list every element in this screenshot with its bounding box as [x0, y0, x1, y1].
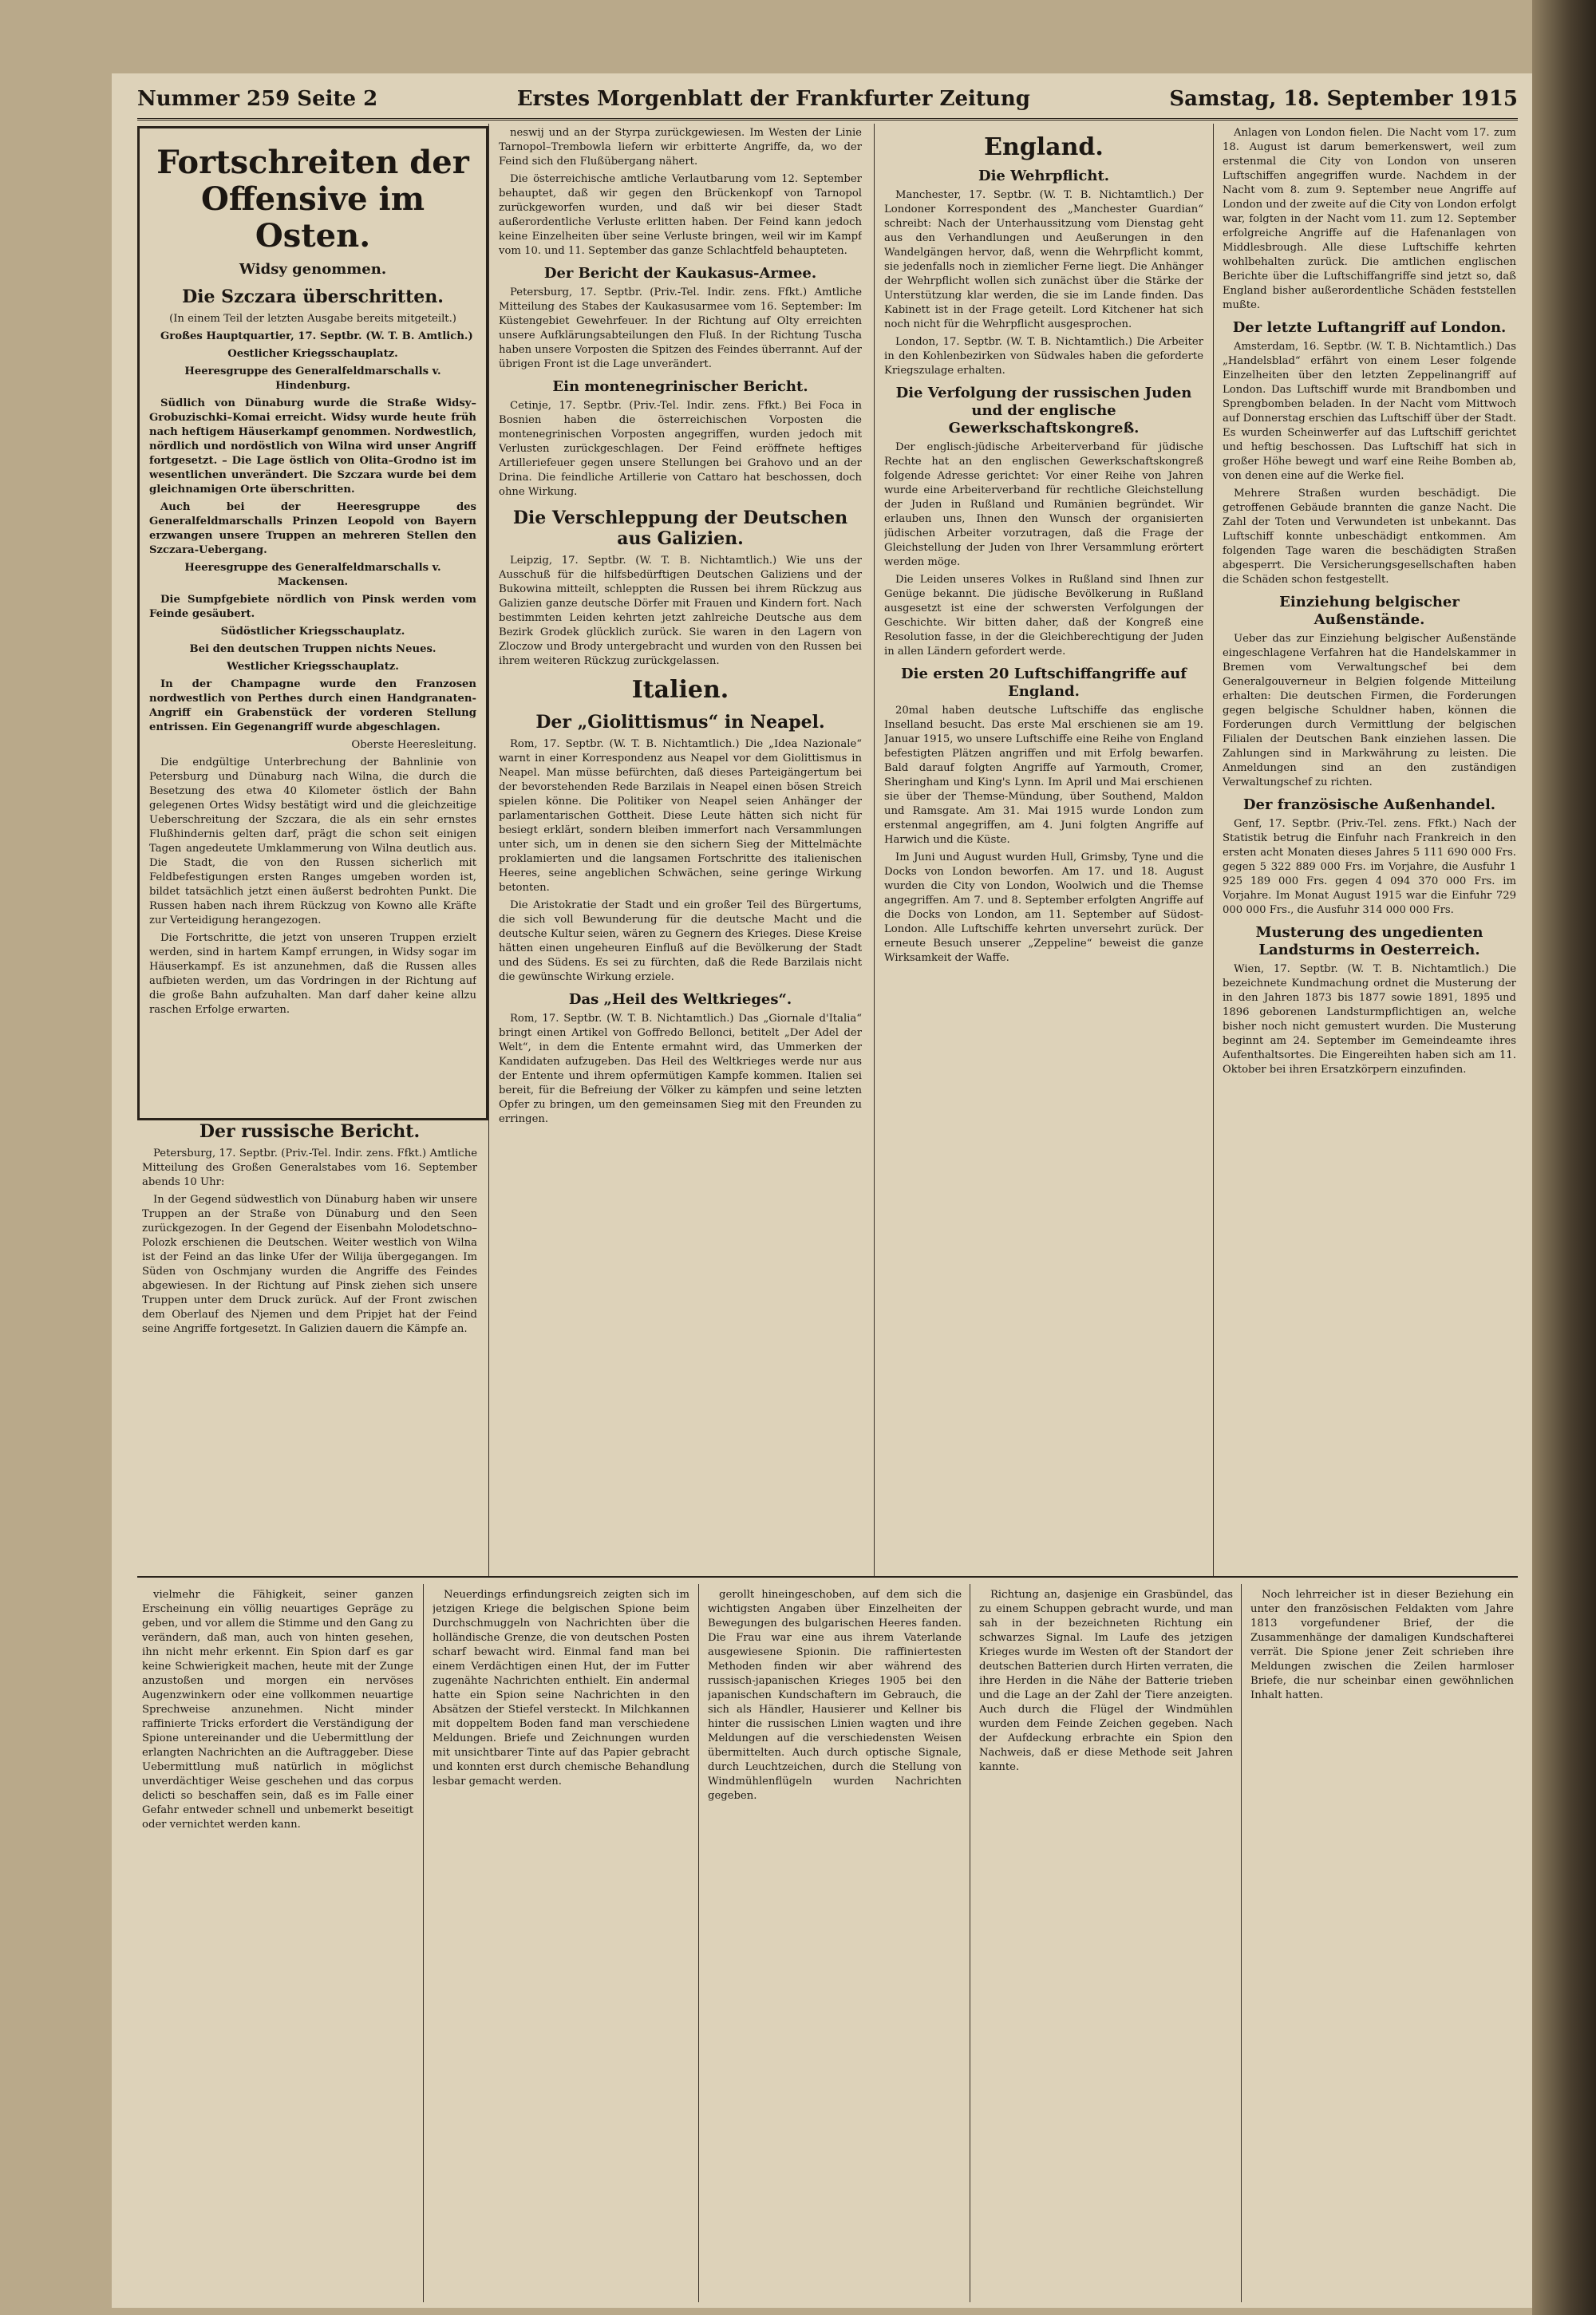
- paragraph: In der Gegend südwestlich von Dünaburg haben wir unsere Truppen an der Straße von Dünaburg und den Seen zurückgezogen. In der Gegend der Eisenbahn Molodetschno–Polozk erschienen die Deutschen. Weiter westlich von Wilna ist der Feind an das linke Ufer der Wilija übergegangen. Im Süden von Oschmjany wurden die Angriffe des Feindes abgewiesen. In der Richtung auf Pinsk ziehen sich unsere Truppen unter dem Druck zurück. Auf der Front zwischen dem Oberlauf des Njemen und dem Pripjet hat der Feind seine Angriffe fortgesetzt. In Galizien dauern die Kämpfe an.: [142, 1194, 477, 1335]
- paragraph: gerollt hineingeschoben, auf dem sich die wichtigsten Angaben über Einzelheiten der Bewegungen des bulgarischen Heeres fanden. Die Frau war eine aus ihrem Vaterlande ausgewiesene Spionin. Die raffiniertesten Methoden finden wir aber während des russisch-japanischen Krieges 1905 bei den japanischen Kundschaftern im Gebrauch, die sich als Händler, Hausierer und Kellner bis hinter die russischen Linien wagten und ihre Meldungen auf die verschiedensten Weisen übermittelten. Auch durch optische Signale, durch Leuchtzeichen, durch die Stellung von Windmühlenflügeln wurden Nachrichten gegeben.: [708, 1589, 962, 1802]
- paragraph: Rom, 17. Septbr. (W. T. B. Nichtamtlich.) Das „Giornale d'Italia“ bringt einen Artikel von Goffredo Bellonci, betitelt „Der Adel der Welt“, in dem die Entente ermahnt wird, das Ummerken der Kandidaten aufzugeben. Das Heil des Weltkrieges werde nur aus der Entente und ihrem opfermütigen Kampfe kommen. Italien sei bereit, für die Befreiung der Völker zu kämpfen und seine letzten Opfer zu bringen, um den gemeinsamen Sieg mit den Freunden zu erringen.: [499, 1013, 862, 1125]
- paragraph: Genf, 17. Septbr. (Priv.-Tel. zens. Ffkt.) Nach der Statistik betrug die Einfuhr nach Frankreich in den ersten acht Monaten dieses Jahres 5 111 690 000 Frs. gegen 5 322 889 000 Frs. im Vorjahre, die Ausfuhr 1 925 189 000 Frs. gegen 4 094 370 000 Frs. im Vorjahre. Im Monat August 1915 war die Einfuhr 729 000 000 Frs., die Ausfuhr 314 000 000 Frs.: [1223, 818, 1516, 916]
- lead-article-box: [137, 126, 488, 1120]
- paragraph: London, 17. Septbr. (W. T. B. Nichtamtlich.) Die Arbeiter in den Kohlenbezirken von Südwales haben die geforderte Kriegszulage erhalten.: [884, 336, 1203, 377]
- column-4: [1223, 126, 1516, 1572]
- paragraph: Großes Hauptquartier, 17. Septbr. (W. T. B. Amtlich.): [160, 330, 473, 342]
- feuilleton-column-1: [142, 1588, 413, 2298]
- lead-subtitle-2: Die Szczara überschritten.: [182, 286, 444, 307]
- paragraph: Ueber das zur Einziehung belgischer Außenstände eingeschlagene Verfahren hat die Handelskammer in Bremen vom Verwaltungschef bei dem Generalgouverneur in Belgien folgende Mitteilung erhalten: Die deutschen Firmen, die Forderungen gegen belgische Schuldner haben, können die Forderungen durch Vermittlung der belgischen Filialen der Deutschen Bank einziehen lassen. Die Zahlungen sind in Markwährung zu leisten. Die Anmeldungen sind an den zuständigen Verwaltungschef zu richten.: [1223, 633, 1516, 788]
- feuilleton-column-3: [708, 1588, 962, 2298]
- paragraph: Amsterdam, 16. Septbr. (W. T. B. Nichtamtlich.) Das „Handelsblad“ erfährt von einem Leser folgende Einzelheiten über den letzten Zeppelinangriff auf London. Das Luftschiff wurde mit Brandbomben und Sprengbomben beladen. In der Nacht vom Mittwoch auf Donnerstag erschien das Luftschiff über der Stadt. Es wurden Scheinwerfer auf das Luftschiff gerichtet und heftig beschossen. Das Luftschiff hat sich in großer Höhe bewegt und warf eine Reihe Bomben ab, von denen eine auf die Werke fiel.: [1223, 341, 1516, 482]
- paragraph: Rom, 17. Septbr. (W. T. B. Nichtamtlich.) Die „Idea Nazionale“ warnt in einer Korrespondenz aus Neapel vor dem Giolittismus in Neapel. Man müsse befürchten, daß dieses Parteigängertum bei der bevorstehenden Rede Barzilais in Neapel einen bösen Streich spielen könne. Die Politiker von Neapel seien Anhänger der parlamentarischen Gottheit. Diese Leute hätten sich nicht für besiegt erklärt, sondern bleiben immerfort nach Versammlungen unter sich, um in denen sie den sichern Sieg der Mittelmächte proklamierten und die langsamen Fortschritte des italienischen Heeres, seine angeblichen Schwächen, seine geringe Wirkung betonten.: [499, 738, 862, 894]
- column-rule: [698, 1584, 699, 2302]
- section-title: Die Wehrpflicht.: [978, 168, 1110, 184]
- paragraph: Noch lehrreicher ist in dieser Beziehung ein unter den französischen Feldakten vom Jahre 1813 vorgefundener Brief, der die Zusammenhänge der damaligen Kundschafterei verrät. Die Spione jener Zeit schrieben ihre Meldungen zwischen die Zeilen harmloser Briefe, die nur scheinbar einen gewöhnlichen Inhalt hatten.: [1250, 1589, 1514, 1701]
- section-label: Heeresgruppe des Generalfeldmarschalls v. Mackensen.: [184, 562, 441, 588]
- paragraph: Bei den deutschen Truppen nichts Neues.: [189, 643, 437, 655]
- paragraph: 20mal haben deutsche Luftschiffe das englische Inselland besucht. Das erste Mal erschienen sie am 19. Januar 1915, wo unsere Luftschiffe eine Reihe von England befestigten Plätzen angriffen und mit Erfolg bewarfen. Bald darauf folgten Angriffe auf Yarmouth, Cromer, Sheringham und King's Lynn. Im April und Mai erschienen sie über der Themse-Mündung, über Southend, Maldon und Ramsgate. Am 31. Mai 1915 wurde London zum erstenmal angegriffen, am 4. Juni folgten Angriffe auf Harwich und die Küste.: [884, 705, 1203, 846]
- paragraph: Cetinje, 17. Septbr. (Priv.-Tel. Indir. zens. Ffkt.) Bei Foca in Bosnien haben die österreichischen Vorposten die montenegrinischen Vorposten angegriffen, wurden jedoch mit Verlusten zurückgeschlagen. Der Feind eröffnete heftiges Artilleriefeuer gegen unsere Stellungen bei Grahovo und an der Drina. Die feindliche Artillerie von Cattaro hat beschossen, doch ohne Wirkung.: [499, 400, 862, 498]
- paragraph: Die Aristokratie der Stadt und ein großer Teil des Bürgertums, die sich voll Bewunderung für die deutsche Macht und die deutsche Kultur seien, wären zu Gegnern des Krieges. Diese Kreise hätten einen ungeheuren Einfluß auf die Bevölkerung der Stadt und des Südens. Es sei zu fürchten, daß die Rede Barzilais nicht die gewünschte Wirkung erziele.: [499, 899, 862, 983]
- section-title: Der Bericht der Kaukasus-Armee.: [543, 265, 817, 282]
- paragraph: Anlagen von London fielen. Die Nacht vom 17. zum 18. August ist darum bemerkenswert, weil zum erstenmal die City von London von unseren Luftschiffen angegriffen wurde. Nachdem in der Nacht vom 8. zum 9. September neue Angriffe auf London und der zweite auf die City von London erfolgt war, folgten in der Nacht vom 11. zum 12. September erfolgreiche Angriffe auf die Hafenanlagen von Middlesbrough. Alle diese Luftschiffe kehrten wohlbehalten zurück. Die amtlichen englischen Berichte über die Luftschiffangriffe sind jetzt so, daß England bisher außerordentliche Schäden feststellen mußte.: [1223, 127, 1516, 311]
- page-header: [137, 80, 1518, 120]
- paragraph: Die Sumpfgebiete nördlich von Pinsk werden vom Feinde gesäubert.: [149, 594, 476, 620]
- paragraph: Petersburg, 17. Septbr. (Priv.-Tel. Indir. zens. Ffkt.) Amtliche Mitteilung des Stabes der Kaukasusarmee vom 16. September: Im Küstengebiet Gewehrfeuer. In der Richtung auf Olty erreichten unsere Aufklärungsabteilungen den Fluß. In der Richtung Tuscha haben unsere Vorposten die Spitzen des Feindes überrannt. Auf der übrigen Front ist die Lage unverändert.: [499, 286, 862, 370]
- column-rule: [423, 1584, 424, 2302]
- book-gutter: [1532, 0, 1596, 2315]
- paragraph: In der Champagne wurde den Franzosen nordwestlich von Perthes durch einen Handgranaten-Angriff ein Grabenstück der vorderen Stellung entrissen. Ein Gegenangriff wurde abgeschlagen.: [149, 678, 476, 733]
- paragraph: Im Juni und August wurden Hull, Grimsby, Tyne und die Docks von London beworfen. Am 17. und 18. August wurden die City von London, Woolwich und die Themse angegriffen. Am 7. und 8. September erfolgten Angriffe auf die Docks von London, am 11. September auf Südost-London. Alle Luftschiffe kehrten unversehrt zurück. Der erneute Besuch unserer „Zeppeline“ beweist die ganze Wirksamkeit der Waffe.: [884, 851, 1203, 964]
- column-2: [499, 126, 862, 1572]
- column-rule: [1213, 124, 1214, 1576]
- section-title: Der französische Außenhandel.: [1242, 796, 1496, 813]
- paragraph: Die Fortschritte, die jetzt von unseren Truppen erzielt werden, sind in hartem Kampf errungen, in Widsy sogar im Häuserkampf. Es ist anzunehmen, daß die Russen alles aufbieten werden, um das Vordringen in der Richtung auf die große Bahn aufzuhalten. Man darf daher keine allzu raschen Erfolge erwarten.: [149, 932, 476, 1016]
- header-masthead: Erstes Morgenblatt der Frankfurter Zeitung: [516, 87, 1030, 111]
- section-label: Südöstlicher Kriegsschauplatz.: [220, 626, 405, 638]
- feuilleton-column-4: [979, 1588, 1233, 2298]
- paragraph: Die österreichische amtliche Verlautbarung vom 12. September behauptet, daß wir gegen den Brückenkopf von Tarnopol zurückgeworfen wurden, und daß wir bei dieser Stadt außerordentliche Verluste erlitten haben. Der Feind kann jedoch keine Einzelheiten über seine Verluste bringen, weil wir im Kampf vom 10. und 11. September das ganze Schlachtfeld behaupteten.: [499, 173, 862, 257]
- section-title: Die Verschleppung der Deutschen aus Galizien.: [512, 508, 848, 549]
- column-rule: [874, 124, 875, 1576]
- paragraph: Die endgültige Unterbrechung der Bahnlinie von Petersburg und Dünaburg nach Wilna, die durch die Besetzung des etwa 40 Kilometer östlich der Bahn gelegenen Ortes Widsy bestätigt wird und die gleichzeitige Ueberschreitung der Szczara, die als ein sehr ernstes Flußhindernis gelten darf, prägt die schon seit einigen Tagen angedeutete Umklammerung von Wilna deutlich aus. Die Stadt, die von den Russen sicherlich mit Feldbefestigungen ersten Ranges umgeben worden ist, bildet tatsächlich jetzt einen äußerst bedrohten Punkt. Die Russen haben nach ihrem Rückzug von Kowno alle Kräfte zur Verteidigung herangezogen.: [149, 757, 476, 926]
- column-1-lower: [142, 1113, 477, 1572]
- paragraph: neswij und an der Styrpa zurückgewiesen. Im Westen der Linie Tarnopol–Trembowla liefern wir erbitterte Angriffe, da, wo der Feind sich den Flußübergang nähert.: [499, 127, 862, 168]
- feuilleton-column-2: [433, 1588, 689, 2298]
- paragraph: Leipzig, 17. Septbr. (W. T. B. Nichtamtlich.) Wie uns der Ausschuß für die hilfsbedürftigen Deutschen Galiziens und der Bukowina mitteilt, schleppten die Russen bei ihrem Rückzug aus Galizien ganze deutsche Dörfer mit Frauen und Kindern fort. Nach bestimmten Leiden kehrten jetzt zahlreiche Deutsche aus dem Bezirk Grodek glücklich zurück. Sie waren in den Lagern von Zloczow und Brody untergebracht und wurden von den Russen bei ihrem weiteren Rückzug zurückgelassen.: [499, 555, 862, 667]
- paragraph: Auch bei der Heeresgruppe des Generalfeldmarschalls Prinzen Leopold von Bayern erzwangen unsere Truppen an mehreren Stellen den Szczara-Uebergang.: [149, 501, 476, 556]
- section-label: Heeresgruppe des Generalfeldmarschalls v. Hindenburg.: [184, 365, 441, 392]
- section-label: Oestlicher Kriegsschauplatz.: [227, 348, 398, 360]
- lead-title: Fortschreiten der Offensive im Osten.: [156, 144, 469, 255]
- section-title: Italien.: [631, 676, 729, 704]
- paragraph: Neuerdings erfindungsreich zeigten sich im jetzigen Kriege die belgischen Spione beim Durchschmuggeln von Nachrichten über die holländische Grenze, die von deutschen Posten scharf bewacht wird. Einmal fand man bei einem Verdächtigen einen Hut, der im Futter zugenähte Nachrichten enthielt. Ein andermal hatte ein Spion seine Nachrichten in den Absätzen der Stiefel versteckt. In Milchkannen mit doppeltem Boden fand man verschiedene Meldungen. Briefe und Zeichnungen wurden mit unsichtbarer Tinte auf das Papier gebracht und konnten erst durch chemische Behandlung lesbar gemacht werden.: [433, 1589, 689, 1788]
- section-title: Musterung des ungedienten Landsturms in Oesterreich.: [1255, 924, 1483, 958]
- paragraph: Richtung an, dasjenige ein Grasbündel, das zu einem Schuppen gebracht wurde, und man sah in der bezeichneten Richtung ein schwarzes Signal. Im Laufe des jetzigen Krieges wurde im Westen oft der Standort der deutschen Batterien durch Hirten verraten, die ihre Herden in die Nähe der Batterie trieben und die Lage an der Zahl der Tiere anzeigten. Auch durch die Flügel der Windmühlen wurden dem Feinde Zeichen gegeben. Nach der Aufdeckung erbrachte ein Spion den Nachweis, daß er diese Methode seit Jahren kannte.: [979, 1589, 1233, 1773]
- paragraph: vielmehr die Fähigkeit, seiner ganzen Erscheinung ein völlig neuartiges Gepräge zu geben, und vor allem die Stimme und den Gang zu verändern, daß man, auch von hinten gesehen, ihn nicht mehr erkennt. Ein Spion darf es gar keine Schwierigkeit machen, heute mit der Zunge anzustoßen und morgen ein nervöses Augenzwinkern oder eine vollkommen neuartige Sprechweise anzunehmen. Nicht minder raffinierte Tricks erfordert die Verständigung der Spione untereinander und die Uebermittlung der erlangten Nachrichten an die Auftraggeber. Diese Uebermittlung muß natürlich in möglichst unverdächtiger Weise geschehen und das corpus delicti so beschaffen sein, daß es im Falle einer Gefahr entweder schnell und unbemerkt beseitigt oder vernichtet werden kann.: [142, 1589, 413, 1831]
- paragraph: Petersburg, 17. Septbr. (Priv.-Tel. Indir. zens. Ffkt.) Amtliche Mitteilung des Großen Generalstabes vom 16. September abends 10 Uhr:: [142, 1148, 477, 1188]
- section-title: England.: [984, 133, 1104, 161]
- paragraph: Südlich von Dünaburg wurde die Straße Widsy–Grobuzischki–Komai erreicht. Widsy wurde heute früh nach heftigem Häuserkampf genommen. Nordwestlich, nördlich und nordöstlich von Wilna wird unser Angriff fortgesetzt. – Die Lage östlich von Olita–Grodno ist im wesentlichen unverändert. Die Szczara wurde bei dem gleichnamigen Orte überschritten.: [149, 397, 476, 496]
- paragraph: Mehrere Straßen wurden beschädigt. Die getroffenen Gebäude brannten die ganze Nacht. Die Zahl der Toten und Verwundeten ist unbekannt. Das Luftschiff konnte unbeschädigt entkommen. Am folgenden Tage waren die beschädigten Straßen abgesperrt. Die Versicherungsgesellschaften haben die Schäden schon festgestellt.: [1223, 488, 1516, 586]
- column-rule: [1241, 1584, 1242, 2302]
- column-rule: [488, 124, 489, 1576]
- paragraph: Wien, 17. Septbr. (W. T. B. Nichtamtlich.) Die bezeichnete Kundmachung ordnet die Musterung der in den Jahren 1873 bis 1877 sowie 1891, 1895 und 1896 geborenen Landsturmpflichtigen an, welche bisher noch nicht gemustert wurden. Die Musterung beginnt am 24. September im Gemeindeamte ihres Aufenthaltsortes. Die Eingereihten haben sich am 11. Oktober bei ihren Ersatzkörpern einzufinden.: [1223, 963, 1516, 1076]
- signature: Oberste Heeresleitung.: [351, 739, 476, 751]
- feuilleton-column-5: [1250, 1588, 1514, 2298]
- section-title: Der russische Bericht.: [199, 1121, 421, 1142]
- paragraph: Der englisch-jüdische Arbeiterverband für jüdische Rechte hat an den englischen Gewerkschaftskongreß folgende Adresse gerichtet: Vor einer Reihe von Jahren wurde eine Arbeiterverband für rechtliche Gleichstellung der Juden in Rußland und Rumänien begründet. Wir erlauben uns, Ihnen den Wunsch der organisierten jüdischen Arbeiter vorzutragen, daß die Frage der Gleichstellung der Juden von Ihrer Versammlung erörtert werden möge.: [884, 441, 1203, 568]
- section-title: Die Verfolgung der russischen Juden und der englische Gewerkschaftskongreß.: [895, 385, 1192, 437]
- paragraph: Die Leiden unseres Volkes in Rußland sind Ihnen zur Genüge bekannt. Die jüdische Bevölkerung in Rußland ausgesetzt ist eine der schwersten Verfolgungen der Geschichte. Wir bitten daher, daß der Kongreß eine Resolution fasse, in der die Gleichberechtigung der Juden in allen Ländern gefordert werde.: [884, 574, 1203, 658]
- section-divider: [137, 1576, 1518, 1578]
- section-title: Einziehung belgischer Außenstände.: [1279, 594, 1460, 628]
- section-title: Das „Heil des Weltkrieges“.: [568, 991, 792, 1008]
- header-issue: Nummer 259 Seite 2: [137, 87, 378, 111]
- section-title: Ein montenegrinischer Bericht.: [552, 378, 808, 395]
- section-title: Die ersten 20 Luftschiffangriffe auf England.: [901, 666, 1187, 700]
- section-title: Der „Giolittismus“ in Neapel.: [535, 712, 825, 733]
- column-3: [884, 126, 1203, 1572]
- section-title: Der letzte Luftangriff auf London.: [1232, 319, 1507, 336]
- paragraph: (In einem Teil der letzten Ausgabe bereits mitgeteilt.): [169, 313, 456, 325]
- section-label: Westlicher Kriegsschauplatz.: [227, 661, 399, 673]
- header-date: Samstag, 18. September 1915: [1169, 87, 1518, 111]
- paragraph: Manchester, 17. Septbr. (W. T. B. Nichtamtlich.) Der Londoner Korrespondent des „Manchester Guardian“ schreibt: Nach der Unterhaussitzung vom Dienstag geht aus den Verhandlungen und Aeußerungen in den Wandelgängen hervor, daß, wenn die Wehrpflicht kommt, sie jedenfalls noch in ziemlicher Ferne liegt. Die Anhänger der Wehrpflicht wollen sich zunächst über die Stärke der Unterstützung klar werden, die sie im Lande finden. Das Kabinett ist in der Frage geteilt. Lord Kitchener hat sich noch nicht für die Wehrpflicht ausgesprochen.: [884, 189, 1203, 330]
- lead-subtitle: Widsy genommen.: [239, 261, 387, 278]
